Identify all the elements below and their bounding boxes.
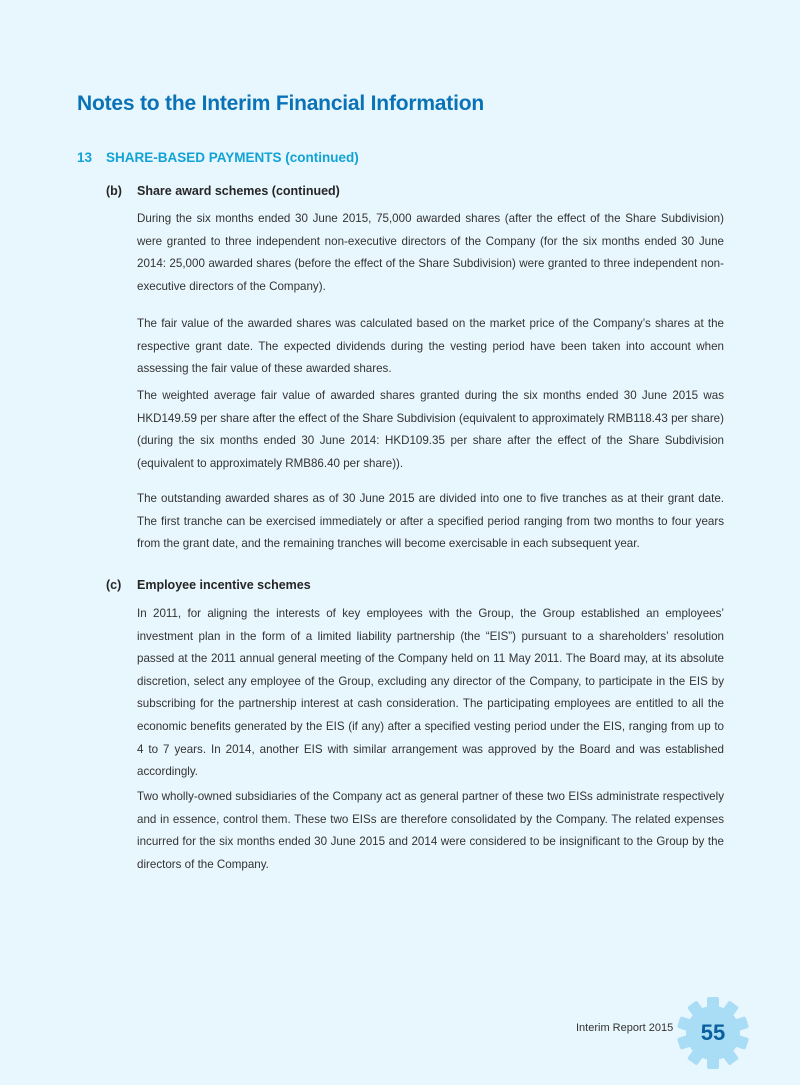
subsection-b-label: (b) [106, 184, 122, 198]
section-heading [77, 150, 359, 165]
subsection-b-heading [106, 184, 340, 198]
page-number: 55 [700, 1020, 726, 1045]
paragraph-c-1: In 2011, for aligning the interests of key employees with the Group, the Group established an employees’ investment plan in the form of a limited liability partnership (the “EIS”) pursuant to a shareholders’ resolution passed at the 2011 annual general meeting of the Company held on 11 May 2011. The Board may, at its absolute discretion, select any employee of the Group, excluding any director of the Company, to participate in the EIS by subscribing for the partnership interest at cash consideration. The participating employees are entitled to all the economic benefits generated by the EIS (if any) after a specified vesting period under the EIS, ranging from up to 4 to 7 years. In 2014, another EIS with similar arrangement was approved by the Board and was established accordingly. [137, 607, 724, 779]
paragraph-b-2: The fair value of the awarded shares was calculated based on the market price of the Company’s shares at the respective grant date. The expected dividends during the vesting period have been taken into account when assessing the fair value of these awarded shares. [137, 317, 724, 376]
paragraph-b-3: The weighted average fair value of awarded shares granted during the six months ended 30 June 2015 was HKD149.59 per share after the effect of the Share Subdivision (equivalent to approximately RMB118.43 per share) (during the six months ended 30 June 2014: HKD109.35 per share after the effect of the Share Subdivision (equivalent to approximately RMB86.40 per share)). [137, 389, 724, 470]
subsection-c-title: Employee incentive schemes [137, 578, 311, 592]
paragraph-b-4: The outstanding awarded shares as of 30 June 2015 are divided into one to five tranches as at their grant date. The first tranche can be exercised immediately or after a specified period ranging from two months to four years from the grant date, and the remaining tranches will become exercisable in each subsequent year. [137, 492, 724, 551]
page-title: Notes to the Interim Financial Information [77, 92, 484, 115]
report-label: Interim Report 2015 [576, 1022, 674, 1034]
paragraph-c-2: Two wholly-owned subsidiaries of the Company act as general partner of these two EISs administrate respectively and in essence, control them. These two EISs are therefore consolidated by the Company. The related expenses incurred for the six months ended 30 June 2015 and 2014 were considered to be insignificant to the Group by the directors of the Company. [137, 790, 724, 871]
subsection-c-heading [106, 578, 311, 592]
subsection-b-title: Share award schemes (continued) [137, 184, 340, 198]
section-title: SHARE-BASED PAYMENTS (continued) [106, 150, 359, 165]
section-number: 13 [77, 150, 93, 165]
subsection-c-label: (c) [106, 578, 122, 592]
paragraph-b-1: During the six months ended 30 June 2015, 75,000 awarded shares (after the effect of the Share Subdivision) were granted to three independent non-executive directors of the Company (for the six months ended 30 June 2014: 25,000 awarded shares (before the effect of the Share Subdivision) were granted to three independent non-executive directors of the Company). [137, 212, 724, 293]
